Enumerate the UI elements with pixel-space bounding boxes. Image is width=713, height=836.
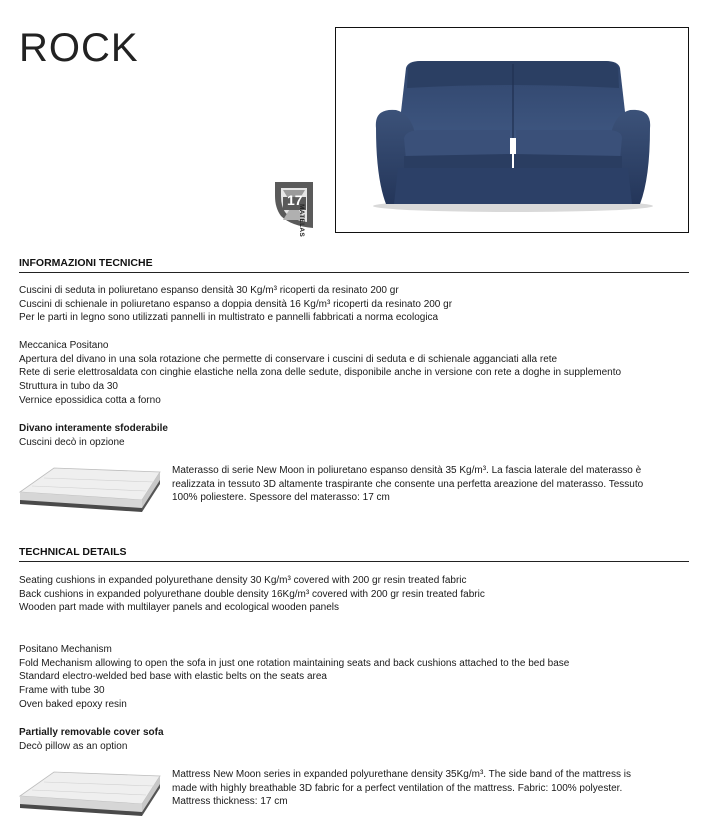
en-materials-block — [19, 574, 485, 615]
en-mechanism-line: Standard electro-welded bed base with elastic belts on the seats area — [19, 671, 327, 683]
en-materials-line: Seating cushions in expanded polyurethane density 30 Kg/m³ covered with 200 gr resin treated fabric — [19, 575, 467, 586]
it-materials-line: Cuscini di schienale in poliuretano espanso a doppia densità 16 Kg/m³ ricoperti da resinato 200 gr — [19, 298, 453, 310]
matelas-badge-label: MATELAS — [298, 204, 305, 238]
it-mechanism-line: Struttura in tubo da 30 — [19, 381, 118, 393]
matelas-badge-number: 17 — [287, 192, 303, 208]
en-mattress-line: Mattress New Moon series in expanded polyurethane density 35Kg/m³. The side band of the mattress is — [172, 769, 631, 780]
en-cover-subtitle: Decò pillow as an option — [19, 740, 128, 752]
mattress-image — [18, 456, 162, 520]
it-materials-line: Cuscini di seduta in poliuretano espanso densità 30 Kg/m³ ricoperti da resinato 200 gr — [19, 285, 399, 296]
matelas-badge — [271, 178, 327, 238]
en-mattress-line: Mattress thickness: 17 cm — [172, 796, 288, 808]
it-mattress-line: Materasso di serie New Moon in poliuretano espanso densità 35 Kg/m³. La fascia laterale del materasso è — [172, 465, 642, 476]
it-mechanism-line: Rete di serie elettrosaldata con cinghie elastiche nella zona delle sedute, disponibile anche in versione con rete a doghe in supplemento — [19, 367, 622, 379]
it-section-heading: INFORMAZIONI TECNICHE — [19, 257, 153, 269]
en-cover-title: Partially removable cover sofa — [19, 727, 164, 738]
it-mattress-line: realizzata in tessuto 3D altamente traspirante che consente una perfetta areazione del materasso. Tessuto — [172, 478, 644, 490]
en-materials-line: Wooden part made with multilayer panels and ecological wooden panels — [19, 602, 340, 614]
it-section-rule — [19, 272, 689, 273]
en-mattress-description — [172, 768, 692, 809]
it-cover-block — [19, 422, 168, 449]
it-mechanism-line: Meccanica Positano — [19, 340, 109, 351]
it-materials-block — [19, 284, 452, 325]
en-materials-line: Back cushions in expanded polyurethane double density 16Kg/m³ covered with 200 gr resin treated fabric — [19, 588, 485, 600]
en-mechanism-line: Oven baked epoxy resin — [19, 698, 127, 710]
mattress-image — [18, 760, 162, 824]
en-mechanism-line: Fold Mechanism allowing to open the sofa in just one rotation maintaining seats and back cushions attached to the bed base — [19, 657, 570, 669]
en-mechanism-line: Frame with tube 30 — [19, 685, 105, 697]
it-cover-title: Divano interamente sfoderabile — [19, 423, 168, 434]
en-section-heading: TECHNICAL DETAILS — [19, 546, 127, 558]
it-mattress-description — [172, 464, 692, 505]
it-materials-line: Per le parti in legno sono utilizzati pannelli in multistrato e pannelli fabbricati a norma ecologica — [19, 312, 439, 324]
en-section-rule — [19, 561, 689, 562]
en-cover-block — [19, 726, 164, 753]
sofa-image — [336, 28, 690, 234]
product-title: ROCK — [19, 26, 139, 70]
it-mattress-line: 100% poliestere. Spessore del materasso: 17 cm — [172, 492, 390, 504]
en-mechanism-line: Positano Mechanism — [19, 644, 112, 655]
it-mechanism-block — [19, 339, 621, 408]
en-mechanism-block — [19, 643, 569, 712]
it-mechanism-line: Vernice epossidica cotta a forno — [19, 394, 161, 406]
it-cover-subtitle: Cuscini decò in opzione — [19, 436, 125, 448]
it-mechanism-line: Apertura del divano in una sola rotazione che permette di conservare i cuscini di seduta e di schienale agganciati alla rete — [19, 353, 558, 365]
en-mattress-line: made with highly breathable 3D fabric for a perfect ventilation of the mattress. Fabric: 100% polyester. — [172, 782, 623, 794]
sofa-photo-frame — [335, 27, 689, 233]
